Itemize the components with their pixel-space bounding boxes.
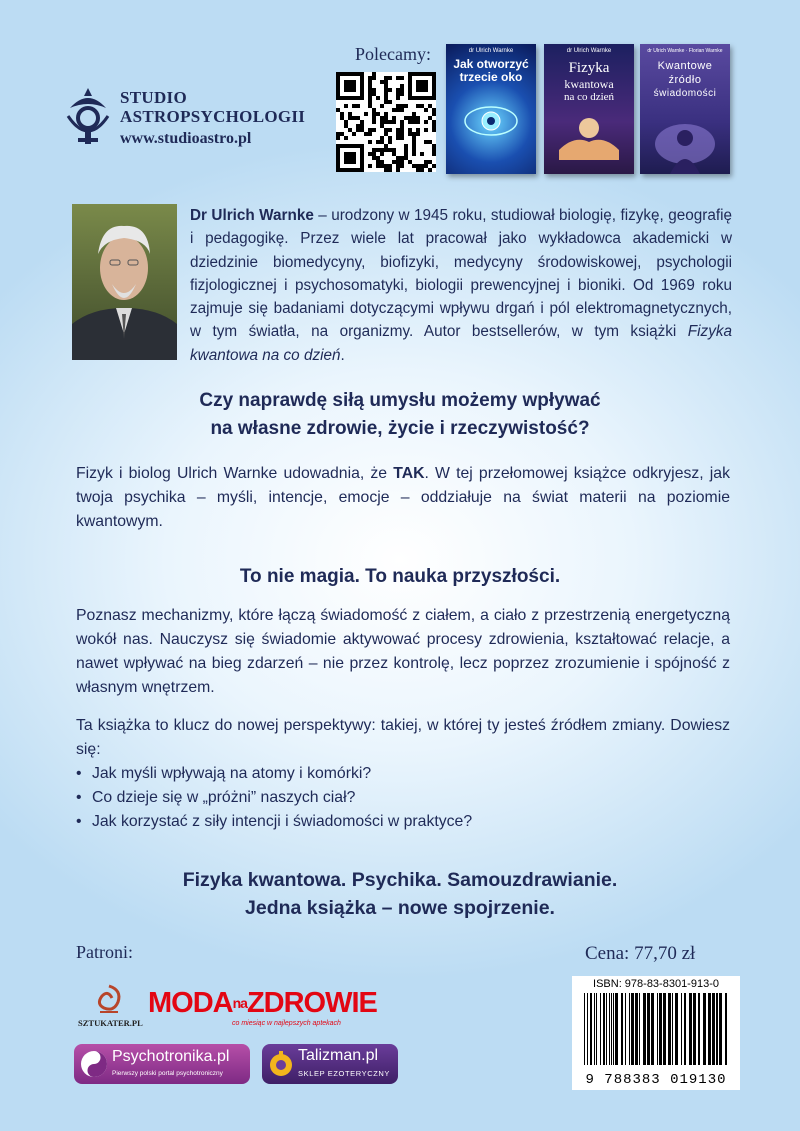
recommend-label: Polecamy: <box>355 44 431 64</box>
talizman-subtitle: SKLEP EZOTERYCZNY <box>298 1069 391 1078</box>
book-cover-kwantowe-zrodlo[interactable] <box>640 44 730 174</box>
moda-subtitle: co miesiąc w najlepszych aptekach <box>232 1020 341 1027</box>
paragraph-mechanisms: Poznasz mechanizmy, które łączą świadomość z ciałem, a ciało z przestrzenią energetyczną wokół nas. Nauczysz się świadomie aktywować procesy zdrowienia, kształtować relacje, a nawet wpływać na bieg zdarzeń – nie przez kontrolę, lecz poprzez zrozumienie i spójność z własnym wnętrzem. <box>76 607 730 696</box>
book-author: dr Ulrich Warnke <box>468 48 514 54</box>
book-cover-trzecie-oko[interactable] <box>446 44 536 174</box>
price: Cena: 77,70 zł <box>585 943 696 964</box>
talizman-amulet-icon <box>268 1050 294 1078</box>
glowing-hands-icon <box>554 110 624 160</box>
patrons-label: Patroni: <box>76 942 133 962</box>
astro-symbol-icon <box>62 86 114 150</box>
book-title-line1: Kwantowe <box>657 60 713 72</box>
zdrowie-text: ZDROWIE <box>246 987 377 1019</box>
book-title-line1: Fizyka <box>568 60 610 76</box>
moda-text: MODA <box>148 987 233 1019</box>
list-item: • Co dzieje się w „próżni” naszych ciał? <box>76 786 736 810</box>
book-author: dr Ulrich Warnke · Florian Warnke <box>647 48 723 54</box>
publisher-url[interactable]: www.studioastro.pl <box>120 130 252 147</box>
intro-text-1: Fizyk i biolog Ulrich Warnke udowadnia, że <box>76 465 394 482</box>
closing-heading <box>60 866 740 922</box>
question-heading <box>60 387 740 443</box>
author-bio <box>190 204 732 367</box>
author-bio-end: . <box>340 346 345 364</box>
psychotronika-subtitle: Pierwszy polski portal psychotroniczny <box>112 1070 223 1077</box>
closing-line2: Jedna książka – nowe spojrzenie. <box>245 897 555 919</box>
paragraph-perspective: Ta książka to klucz do nowej perspektywy: takiej, w której ty jesteś źródłem zmiany. Dowiesz się: <box>76 717 730 758</box>
psychotronika-logo[interactable] <box>74 1044 250 1084</box>
closing-line1: Fizyka kwantowa. Psychika. Samouzdrawianie. <box>182 869 618 891</box>
sztukater-swirl-icon <box>92 984 126 1016</box>
author-name: Dr Ulrich Warnke <box>190 207 314 224</box>
bullet-list <box>76 762 736 834</box>
author-bio-text: – urodzony w 1945 roku, studiował biologię, fizykę, geografię i pedagogikę. Przez wiele lat pracował jako wykładowca akademicki w dziedzinie biomedycyny, biofizyki, medycyny środowiskowej, psychologii fizjologicznej i psychosomatyki, biologii prewencyjnej i bioniki. Od 1969 roku zajmuje się badaniami dotyczącymi wpływu drgań i pól elektromagnetycznych, w tym światła, na organizmy. Autor bestsellerów, w tym książki <box>190 207 732 341</box>
tagline: To nie magia. To nauka przyszłości. <box>239 566 561 587</box>
moda-na-zdrowie-logo[interactable] <box>148 987 377 1030</box>
yin-yang-icon <box>80 1050 108 1078</box>
isbn-barcode <box>572 976 740 1090</box>
sztukater-logo[interactable] <box>78 984 143 1032</box>
barcode-icon <box>580 993 732 1065</box>
silhouette-icon <box>640 114 730 174</box>
moda-na-text: na <box>232 995 247 1011</box>
intro-bold: TAK <box>393 465 425 482</box>
publisher-name-line2: ASTROPSYCHOLOGII <box>120 107 306 126</box>
book-title-line2: źródło <box>668 74 702 86</box>
book-title-line3: na co dzień <box>563 91 615 103</box>
qr-code[interactable] <box>336 72 436 172</box>
publisher-name-line1: STUDIO <box>120 88 187 107</box>
book-title-line2: kwantowa <box>564 77 614 91</box>
intro-text-2: . W tej przełomowej książce odkryjesz, jak twoja psychika – myśli, intencje, emocje – oddziałuje na świat materii na poziomie kwantowym. <box>76 465 730 530</box>
eye-icon <box>461 96 521 146</box>
book-author: dr Ulrich Warnke <box>566 48 612 54</box>
talizman-logo[interactable] <box>262 1044 398 1084</box>
book-title: Jak otworzyć trzecie oko <box>453 57 529 84</box>
psychotronika-text: Psychotronika.pl <box>112 1048 230 1065</box>
ean-number: 9 788383 019130 <box>585 1072 727 1088</box>
book-title-line3: świadomości <box>653 88 717 99</box>
sztukater-text: SZTUKATER.PL <box>78 1018 143 1028</box>
talizman-text: Talizman.pl <box>298 1047 379 1064</box>
publisher-logo <box>62 86 312 156</box>
question-line2: na własne zdrowie, życie i rzeczywistość? <box>210 418 590 439</box>
list-item: • Jak myśli wpływają na atomy i komórki? <box>76 762 736 786</box>
author-book-title: Fizyka kwantowa na co dzień <box>190 323 732 364</box>
list-item: • Jak korzystać z siły intencji i świadomości w praktyce? <box>76 810 736 834</box>
isbn-number: ISBN: 978-83-8301-913-0 <box>593 978 719 990</box>
question-line1: Czy naprawdę siłą umysłu możemy wpływać <box>199 390 601 411</box>
book-cover-fizyka-kwantowa[interactable] <box>544 44 634 174</box>
author-photo <box>72 204 177 360</box>
intro-paragraph <box>76 462 730 534</box>
